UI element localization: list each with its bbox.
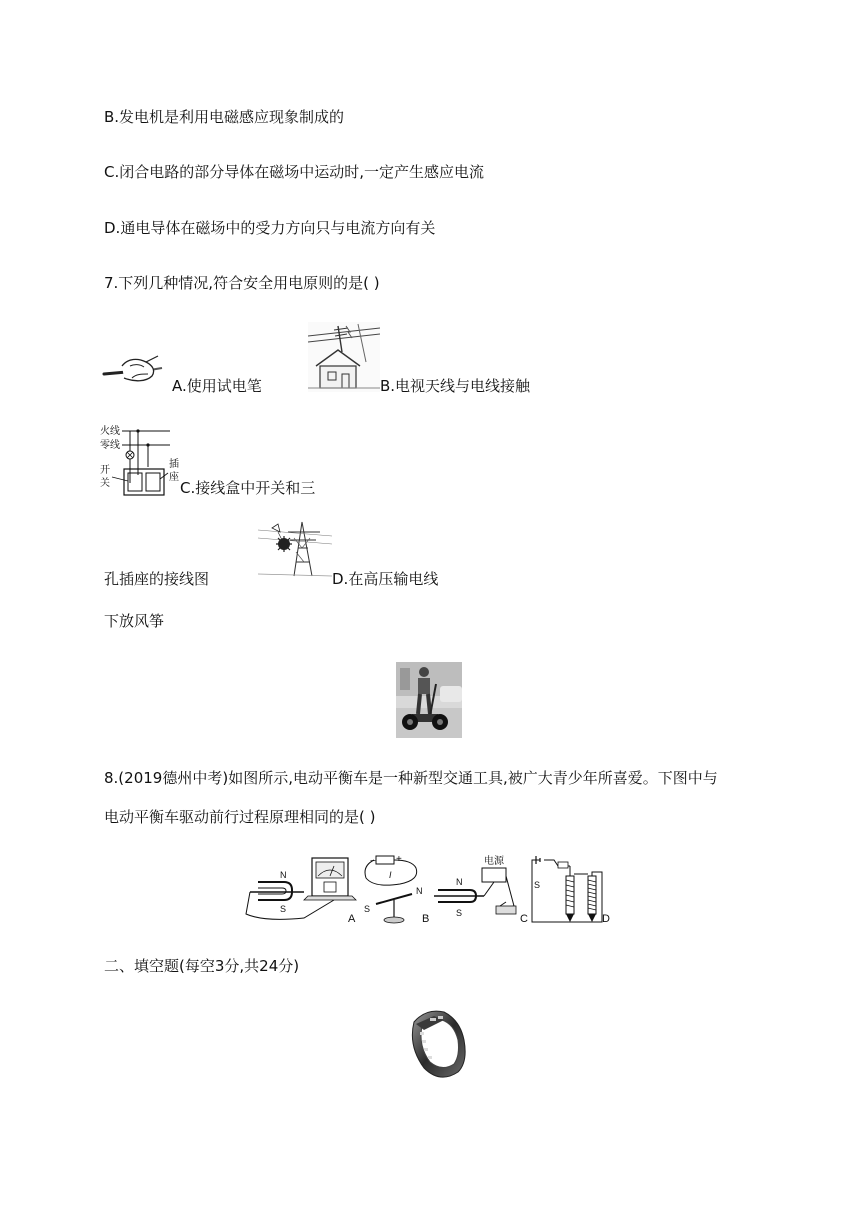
switch-s-label: S [534,880,541,890]
power-source-label: 电源 [484,856,504,867]
q8-options-figure [244,852,616,928]
magnet-n-label-a: N [280,870,287,880]
switch-label-2: 关 [100,478,110,489]
switch-label-1: 开 [100,465,110,476]
figure-a-generator [246,858,356,919]
smart-band-photo [404,1006,470,1082]
option-d-tag: D [602,913,610,925]
figure-b-oersted [364,854,423,923]
q6-option-c: C.闭合电路的部分导体在磁场中运动时,一定产生感应电流 [104,163,485,181]
q8-stem-line2: 电动平衡车驱动前行过程原理相同的是( ) [104,808,376,826]
current-i-label: I [389,870,392,880]
option-a-tag: A [348,913,356,925]
q7-option-c-label-line1: C.接线盒中开关和三 [180,479,316,497]
figure-d-electromagnets [532,856,602,922]
svg-text:−: − [370,856,376,867]
needle-s-label: S [364,904,371,914]
q6-option-b: B.发电机是利用电磁感应现象制成的 [104,108,345,126]
q7-option-d-label-line1: D.在高压输电线 [332,570,439,588]
q7-option-a-label: A.使用试电笔 [172,377,262,395]
balance-car-photo [396,662,462,738]
q7-option-d-label-line2: 下放风筝 [104,612,165,630]
socket-label-2: 座 [169,472,179,483]
magnet-s-label-a: S [280,904,287,914]
figure-c-motor [434,854,516,918]
q7-stem: 7.下列几种情况,符合安全用电原则的是( ) [104,274,380,292]
q7-option-c-label-line2: 孔插座的接线图 [104,570,210,588]
option-b-tag: B [422,913,430,925]
section2-heading: 二、填空题(每空3分,共24分) [104,957,300,975]
q8-stem-line1: 8.(2019德州中考)如图所示,电动平衡车是一种新型交通工具,被广大青少年所喜爱。下图中与 [104,769,718,787]
wiring-box-diagram [100,423,180,499]
neutral-wire-label: 零线 [100,440,120,451]
needle-n-label: N [416,886,423,896]
power-tower-kite-illustration [258,518,332,578]
q7-option-b-label: B.电视天线与电线接触 [380,377,531,395]
live-wire-label: 火线 [100,426,120,437]
option-c-tag: C [520,913,528,925]
socket-label-1: 插 [169,459,179,470]
magnet-n-label-c: N [456,877,463,887]
svg-text:+: + [396,854,402,865]
q6-option-d: D.通电导体在磁场中的受力方向只与电流方向有关 [104,219,436,237]
antenna-house-illustration [308,322,380,392]
test-pen-illustration [102,352,172,390]
magnet-s-label-c: S [456,908,463,918]
